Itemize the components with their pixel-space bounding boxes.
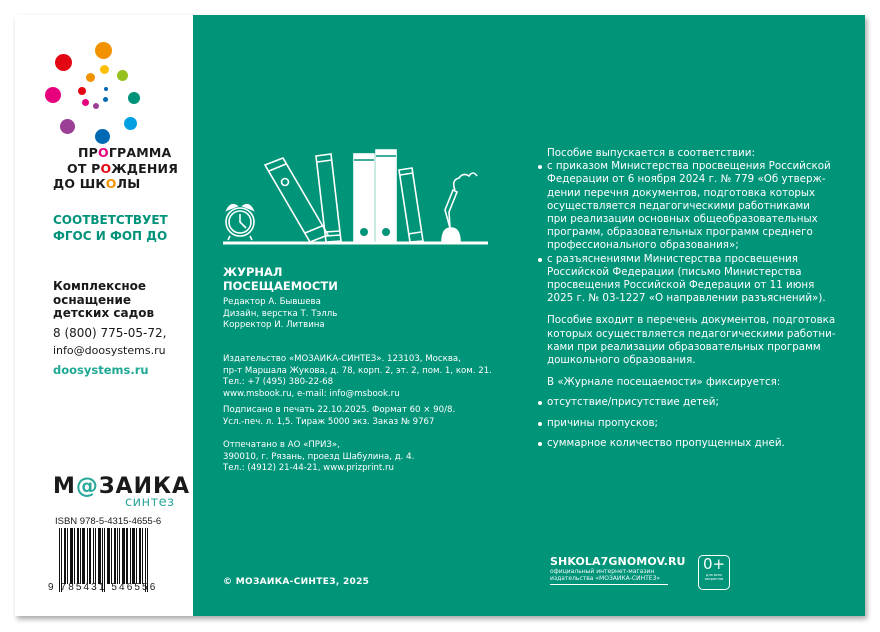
logo-dot (95, 129, 110, 144)
printer-line: 390010, г. Рязань, проезд Шабулина, д. 4. (223, 451, 415, 462)
alarm-clock-icon (226, 205, 254, 240)
legal-line: при реализации основных общеобразовательных (547, 213, 818, 226)
legal-line: ками при реализации образовательных программ (547, 340, 821, 353)
credit-line: Корректор И. Литвина (223, 320, 325, 330)
legal-line: дошкольного образования. (547, 354, 696, 367)
promo-line: Комплексное (53, 279, 147, 293)
fixes-item: причины пропусков; (538, 417, 858, 430)
legal-line: Российской Федерации (письмо Министерства (547, 265, 802, 278)
legal-line: которых осуществляется педагогическими работни- (547, 327, 836, 340)
logo-dot (60, 119, 75, 134)
fgos-line: ФГОС И ФОП ДО (53, 229, 168, 243)
leaning-book-icon (265, 158, 328, 242)
printer-info (223, 440, 414, 475)
shop-brand[interactable]: SHKOLA7GNOMOV.RU (550, 555, 686, 568)
printer-line: Тел.: (4912) 21-44-21, www.prizprint.ru (223, 463, 394, 473)
promo-email[interactable]: info@doosystems.ru (53, 344, 166, 357)
copyright: © МОЗАИКА-СИНТЕЗ, 2025 (223, 577, 370, 587)
legal-line: 2025 г. № 03-1227 «О направлении разъяснений»). (547, 292, 826, 305)
promo-site-link[interactable]: doosystems.ru (53, 363, 149, 377)
shop-logo[interactable] (550, 555, 686, 585)
credit-line: Дизайн, верстка Т. Тэлль (223, 308, 338, 319)
program-title (53, 145, 178, 192)
title-line: ПОСЕЩАЕМОСТИ (223, 279, 338, 293)
title-text: ЖДЕНИЯ (111, 160, 179, 176)
title-text: ПР (78, 145, 99, 160)
logo-dot (100, 65, 109, 74)
bookshelf-illustration (223, 140, 488, 250)
logo-dot (104, 87, 108, 91)
credit-line: Редактор А. Бывшева (223, 297, 321, 307)
left-panel (15, 15, 193, 616)
legal-bullet (538, 160, 858, 252)
title-text: ОТ Р (67, 160, 101, 176)
swirl-icon: @ (75, 474, 99, 499)
logo-dot (45, 87, 61, 103)
publisher-line: пр-т Маршала Жукова, д. 78, корп. 2, эт. 2, пом. 1, ком. 21. (223, 365, 492, 376)
print-info (223, 405, 455, 428)
isbn-label: ISBN 978-5-4315-4655-6 (55, 516, 162, 527)
divider (550, 584, 668, 585)
logo-dot (128, 92, 140, 104)
binder-icon (354, 150, 396, 242)
publisher-line: Издательство «МОЗАИКА-СИНТЕЗ». 123103, Москва, (223, 354, 461, 364)
publisher-logo (53, 474, 190, 510)
logo-dot (55, 54, 72, 71)
title-line: ЖУРНАЛ (223, 265, 283, 279)
legal-intro: Пособие выпускается в соответствии: (547, 147, 755, 159)
age-rating: 0+ (702, 555, 726, 573)
title-text: ДО ШК (53, 176, 106, 191)
fixes-intro: В «Журнале посещаемости» фиксируется: (547, 376, 781, 389)
legal-paragraph (538, 314, 858, 367)
legal-line: просвещения Российской Федерации от 11 июня (547, 279, 815, 292)
logo-dot (82, 99, 89, 106)
barcode-icon (59, 528, 179, 590)
barcode-digits: 9 785431 546556 (48, 582, 158, 593)
fgos-compliance (53, 212, 168, 244)
age-rating-badge (698, 555, 730, 590)
promo-heading (53, 280, 154, 321)
logo-dot (86, 73, 95, 82)
title-accent-o: О (98, 145, 109, 160)
publisher-info (223, 354, 492, 400)
logo-dot (93, 103, 99, 109)
promo-line: оснащение (53, 292, 131, 307)
logo-dot (78, 87, 86, 95)
print-line: Подписано в печать 22.10.2025. Формат 60 × 90/8. (223, 405, 456, 415)
age-rating-note: для всех возрастов (704, 573, 724, 581)
logo-dot (117, 70, 128, 81)
fgos-line: СООТВЕТСТВУЕТ (53, 213, 168, 227)
title-accent-o: О (105, 176, 117, 191)
legal-line: с разъяснениями Министерства просвещения (547, 252, 798, 265)
tall-book-icon (316, 154, 341, 242)
program-logo-dots (45, 37, 155, 152)
logo-text: ЗАИКА (98, 474, 190, 499)
publisher-line: www.msbook.ru, e-mail: info@msbook.ru (223, 388, 400, 399)
logo-dot (95, 42, 112, 59)
title-text: ЛЫ (116, 176, 141, 191)
right-panel (193, 15, 865, 616)
logo-dot (124, 117, 137, 130)
print-line: Усл.-печ. л. 1,5. Тираж 5000 экз. Заказ № 9767 (223, 416, 435, 427)
legal-line: профессионального образования»; (547, 239, 739, 252)
legal-line: с приказом Министерства просвещения Российской (547, 160, 831, 173)
promo-phone: 8 (800) 775-05-72, (53, 326, 167, 340)
shop-tagline: издательства «МОЗАИКА-СИНТЕЗ» (550, 575, 661, 582)
title-accent-o: О (100, 160, 112, 176)
legal-bullet (538, 253, 858, 306)
logo-text: М (53, 474, 76, 499)
logo-subtext: синтез (125, 495, 175, 510)
promo-line: детских садов (53, 306, 155, 320)
journal-title (223, 265, 338, 293)
credits (223, 297, 337, 332)
logo-dot (103, 97, 108, 102)
legal-line: осуществляется педагогическими работниками (547, 199, 810, 212)
printer-line: Отпечатано в АО «ПРИЗ», (223, 440, 340, 450)
legal-line: Пособие входит в перечень документов, подготовка (547, 314, 836, 327)
title-text: ГРАММА (108, 145, 172, 160)
thin-book-icon (399, 168, 423, 242)
legal-text (538, 147, 858, 450)
fixes-item: суммарное количество пропущенных дней. (538, 437, 858, 450)
publisher-line: Тел.: +7 (495) 380-22-68 (223, 377, 334, 387)
legal-line: дении перечня документов, подготовка которых (547, 186, 816, 199)
fixes-item: отсутствие/присутствие детей; (538, 396, 858, 409)
pen-holder-icon (442, 173, 477, 242)
book-back-cover (15, 15, 865, 616)
legal-line: программ, образовательных программ среднего (547, 226, 813, 239)
shop-tagline: официальный интернет-магазин (550, 568, 655, 575)
legal-line: Федерации от 6 ноября 2024 г. № 779 «Об утверж- (547, 173, 826, 186)
